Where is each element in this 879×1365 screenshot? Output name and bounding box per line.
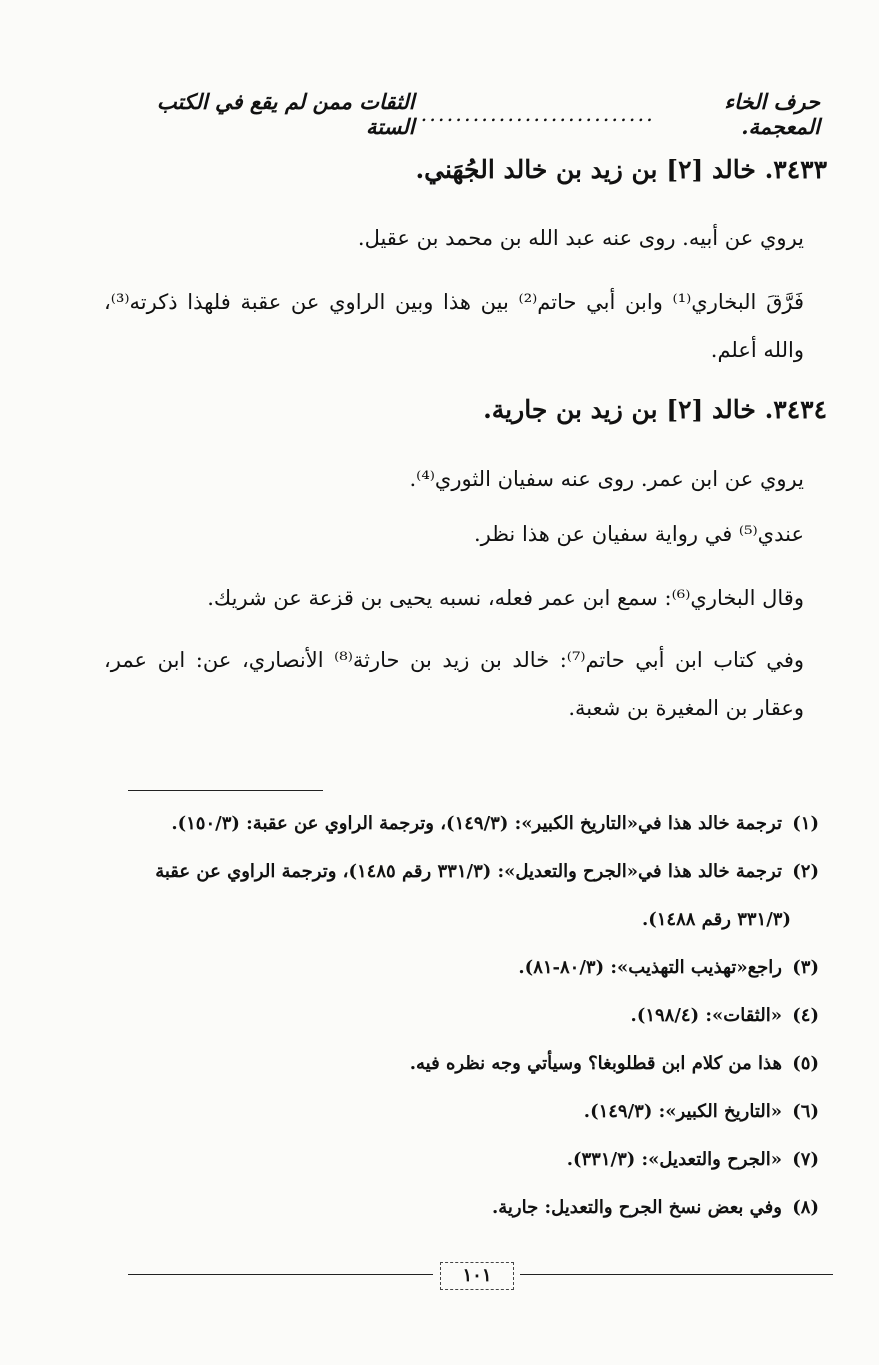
entry-number: ٣٤٣٣. (764, 155, 827, 184)
footer-rule-left (128, 1274, 433, 1275)
entry-number: ٣٤٣٤. (764, 395, 827, 424)
footnotes (99, 800, 819, 1232)
footnote (99, 1184, 819, 1232)
page-footer (128, 1262, 833, 1286)
entry-paragraph: وقال البخاري⁽⁶⁾: سمع ابن عمر فعله، نسبه يحيى بن قزعة عن شريك. (207, 586, 804, 610)
running-header (140, 89, 820, 139)
page-number: ١٠١ (440, 1262, 514, 1290)
header-book-title: الثقات ممن لم يقع في الكتب الستة (156, 89, 415, 139)
entry-heading: خالد [٢] بن زيد بن خالد الجُهَني. (415, 155, 756, 184)
footnote (99, 992, 819, 1040)
entry-title-3434 (127, 390, 827, 430)
footnote-number: (٤) (792, 1005, 819, 1026)
entry-heading: خالد [٢] بن زيد بن جارية. (483, 395, 756, 424)
entry-paragraph: وفي كتاب ابن أبي حاتم⁽⁷⁾: خالد بن زيد بن حارثة⁽⁸⁾ الأنصاري، عن: ابن عمر، وعقار بن المغيرة بن شعبة. (104, 648, 804, 720)
entry-paragraph: عندي⁽⁵⁾ في رواية سفيان عن هذا نظر. (473, 522, 804, 546)
footnote-number: (٥) (792, 1053, 819, 1074)
footnote-number: (٨) (792, 1197, 819, 1218)
footnote-number: (١) (792, 813, 819, 834)
footnote-text: «التاريخ الكبير»: (١٤٩/٣). (583, 1101, 782, 1122)
footnote (99, 944, 819, 992)
footnote (99, 848, 819, 896)
footnote-text: «الثقات»: (١٩٨/٤). (630, 1005, 782, 1026)
entry-paragraph: يروي عن ابن عمر. روى عنه سفيان الثوري⁽⁴⁾. (409, 467, 804, 491)
footnote-text: وفي بعض نسخ الجرح والتعديل: جارية. (492, 1197, 782, 1218)
header-chapter: حرف الخاء المعجمة. (724, 89, 820, 139)
footnote-number: (٦) (792, 1101, 819, 1122)
footer-rule-right (520, 1274, 833, 1275)
footnote-text: هذا من كلام ابن قطلوبغا؟ وسيأتي وجه نظره فيه. (409, 1053, 782, 1074)
footnote (99, 800, 819, 848)
footnote-text: راجع«تهذيب التهذيب»: (٨٠/٣-٨١). (518, 957, 782, 978)
entry-title-3433 (127, 150, 827, 190)
footnote-continuation: (٣٣١/٣ رقم ١٤٨٨). (641, 909, 791, 930)
footnote (99, 1136, 819, 1184)
footnote-separator (128, 790, 323, 791)
footnote-text: ترجمة خالد هذا في«التاريخ الكبير»: (١٤٩/٣)، وترجمة الراوي عن عقبة: (١٥٠/٣). (171, 813, 782, 834)
header-dots: ........................... (420, 102, 655, 126)
footnote-text: «الجرح والتعديل»: (٣٣١/٣). (566, 1149, 782, 1170)
footnote-number: (٧) (792, 1149, 819, 1170)
footnote (99, 1088, 819, 1136)
entry-paragraph: فَرَّقَ البخاري⁽¹⁾ وابن أبي حاتم⁽²⁾ بين هذا وبين الراوي عن عقبة فلهذا ذكرته⁽³⁾، والله أعلم. (104, 290, 804, 362)
footnote-text: ترجمة خالد هذا في«الجرح والتعديل»: (٣٣١/٣ رقم ١٤٨٥)، وترجمة الراوي عن عقبة (155, 861, 782, 882)
entry-paragraph: يروي عن أبيه. روى عنه عبد الله بن محمد بن عقيل. (357, 226, 804, 250)
footnote (99, 1040, 819, 1088)
footnote-number: (٢) (792, 861, 819, 882)
footnote-number: (٣) (792, 957, 819, 978)
